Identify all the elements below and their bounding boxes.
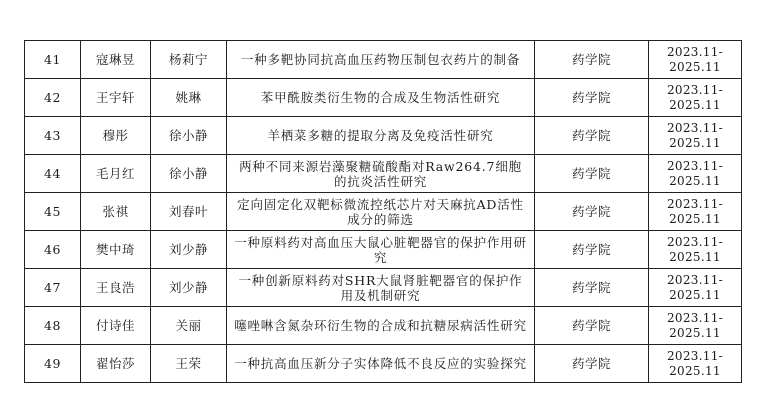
school-name: 药学院 bbox=[535, 231, 649, 269]
student-name: 张祺 bbox=[81, 193, 151, 231]
student-name: 王宇轩 bbox=[81, 79, 151, 117]
period-end: 2025.11 bbox=[669, 249, 721, 264]
project-table bbox=[24, 40, 742, 383]
school-name: 药学院 bbox=[535, 155, 649, 193]
student-name: 樊中琦 bbox=[81, 231, 151, 269]
project-period bbox=[649, 345, 742, 383]
period-start: 2023.11- bbox=[666, 272, 724, 287]
student-name: 王良浩 bbox=[81, 269, 151, 307]
project-period bbox=[649, 79, 742, 117]
row-number: 43 bbox=[25, 117, 81, 155]
student-name: 寇琳昱 bbox=[81, 41, 151, 79]
period-end: 2025.11 bbox=[669, 97, 721, 112]
period-start: 2023.11- bbox=[666, 44, 724, 59]
project-title: 两种不同来源岩藻聚糖硫酸酯对Raw264.7细胞的抗炎活性研究 bbox=[227, 155, 535, 193]
row-number: 42 bbox=[25, 79, 81, 117]
table-row bbox=[25, 41, 742, 79]
project-period bbox=[649, 41, 742, 79]
project-title: 一种抗高血压新分子实体降低不良反应的实验探究 bbox=[227, 345, 535, 383]
school-name: 药学院 bbox=[535, 269, 649, 307]
advisor-name: 姚琳 bbox=[151, 79, 227, 117]
project-period bbox=[649, 193, 742, 231]
period-start: 2023.11- bbox=[666, 348, 724, 363]
row-number: 46 bbox=[25, 231, 81, 269]
school-name: 药学院 bbox=[535, 193, 649, 231]
period-start: 2023.11- bbox=[666, 120, 724, 135]
project-title: 噻唑啉含氮杂环衍生物的合成和抗糖尿病活性研究 bbox=[227, 307, 535, 345]
row-number: 41 bbox=[25, 41, 81, 79]
row-number: 47 bbox=[25, 269, 81, 307]
advisor-name: 徐小静 bbox=[151, 117, 227, 155]
table-row bbox=[25, 345, 742, 383]
advisor-name: 徐小静 bbox=[151, 155, 227, 193]
project-table-body bbox=[25, 41, 742, 383]
advisor-name: 杨莉宁 bbox=[151, 41, 227, 79]
table-row bbox=[25, 155, 742, 193]
row-number: 45 bbox=[25, 193, 81, 231]
period-end: 2025.11 bbox=[669, 59, 721, 74]
table-row bbox=[25, 117, 742, 155]
project-period bbox=[649, 231, 742, 269]
period-start: 2023.11- bbox=[666, 158, 724, 173]
table-row bbox=[25, 231, 742, 269]
school-name: 药学院 bbox=[535, 41, 649, 79]
advisor-name: 刘少静 bbox=[151, 269, 227, 307]
student-name: 穆彤 bbox=[81, 117, 151, 155]
project-title: 苯甲酰胺类衍生物的合成及生物活性研究 bbox=[227, 79, 535, 117]
table-row bbox=[25, 193, 742, 231]
period-end: 2025.11 bbox=[669, 211, 721, 226]
project-title: 定向固定化双靶标微流控纸芯片对天麻抗AD活性成分的筛选 bbox=[227, 193, 535, 231]
student-name: 翟怡莎 bbox=[81, 345, 151, 383]
project-title: 一种原料药对高血压大鼠心脏靶器官的保护作用研究 bbox=[227, 231, 535, 269]
student-name: 毛月红 bbox=[81, 155, 151, 193]
advisor-name: 刘春叶 bbox=[151, 193, 227, 231]
project-period bbox=[649, 155, 742, 193]
period-end: 2025.11 bbox=[669, 287, 721, 302]
project-title: 一种多靶协同抗高血压药物压制包衣药片的制备 bbox=[227, 41, 535, 79]
period-start: 2023.11- bbox=[666, 310, 724, 325]
row-number: 44 bbox=[25, 155, 81, 193]
period-end: 2025.11 bbox=[669, 173, 721, 188]
period-end: 2025.11 bbox=[669, 325, 721, 340]
project-title: 一种创新原料药对SHR大鼠肾脏靶器官的保护作用及机制研究 bbox=[227, 269, 535, 307]
project-period bbox=[649, 307, 742, 345]
period-end: 2025.11 bbox=[669, 135, 721, 150]
period-start: 2023.11- bbox=[666, 196, 724, 211]
school-name: 药学院 bbox=[535, 307, 649, 345]
period-start: 2023.11- bbox=[666, 234, 724, 249]
advisor-name: 王荣 bbox=[151, 345, 227, 383]
period-end: 2025.11 bbox=[669, 363, 721, 378]
table-row bbox=[25, 307, 742, 345]
advisor-name: 刘少静 bbox=[151, 231, 227, 269]
row-number: 48 bbox=[25, 307, 81, 345]
table-row bbox=[25, 79, 742, 117]
student-name: 付诗佳 bbox=[81, 307, 151, 345]
table-row bbox=[25, 269, 742, 307]
project-period bbox=[649, 117, 742, 155]
period-start: 2023.11- bbox=[666, 82, 724, 97]
project-title: 羊栖菜多糖的提取分离及免疫活性研究 bbox=[227, 117, 535, 155]
advisor-name: 关丽 bbox=[151, 307, 227, 345]
project-period bbox=[649, 269, 742, 307]
school-name: 药学院 bbox=[535, 345, 649, 383]
school-name: 药学院 bbox=[535, 117, 649, 155]
row-number: 49 bbox=[25, 345, 81, 383]
school-name: 药学院 bbox=[535, 79, 649, 117]
